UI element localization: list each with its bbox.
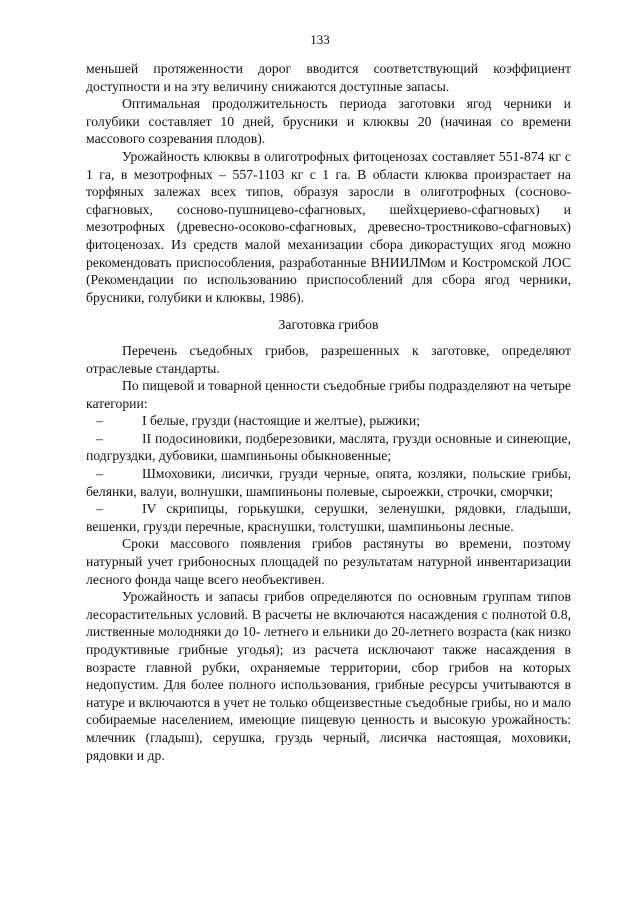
paragraph-mushroom-categories-intro: По пищевой и товарной ценности съедобные грибы подразделяют на четыре категории: bbox=[86, 378, 571, 411]
paragraph-mushroom-yield: Урожайность и запасы грибов определяются по основным группам типов лесорастительных условий. В расчеты не включаются насаждения с полнотой 0.8, лиственные молодняки до 10- летнего и ельники до 20-летнего возраста (как низко продуктивные грибные угодья); из расчета исключают также насаждения в возрасте главной рубки, охраняемые территории, сбор грибов на которых недопустим. Для более полного использования, грибные ресурсы учитываются в натуре и включаются в учет не только общеизвестные съедобные грибы, но и мало собираемые населением, имеющие пищевую ценность и высокую урожайность: млечник (гладыш), серушка, груздь черный, лисичка настоящая, моховики, рядовки и др. bbox=[86, 589, 571, 763]
list-item-text: I белые, грузди (настоящие и желтые), рыжики; bbox=[142, 413, 421, 429]
page-number: 133 bbox=[310, 32, 330, 47]
page-text bbox=[86, 60, 571, 764]
list-dash: – bbox=[96, 501, 103, 517]
paragraph-continuation: меньшей протяженности дорог вводится соответствующий коэффициент доступности и на эту величину снижаются доступные запасы. bbox=[86, 61, 571, 94]
paragraph-cranberry-yield: Урожайность клюквы в олиготрофных фитоценозах составляет 551-874 кг с 1 га, в мезотрофных – 557-1103 кг с 1 га. В области клюква произрастает на торфяных залежах всех типов, образуя заросли в олиготрофных (сосново-сфагновых, сосново-пушницево-сфагновых, шейхцериево-сфагновых) и мезотрофных (древесно-осоково-сфагновых, древесно-тростниково-сфагновых) фитоценозах. Из средств малой механизации сбора дикорастущих ягод можно рекомендовать приспособления, разработанные ВНИИЛМом и Костромской ЛОС (Рекомендации по использованию приспособлений для сбора ягод черники, брусники, голубики и клюквы, 1986). bbox=[86, 148, 571, 305]
list-dash: – bbox=[96, 413, 103, 429]
list-item bbox=[86, 500, 571, 535]
list-item-text: Шмоховики, лисички, грузди черные, опята, козляки, польские грибы, белянки, валуи, волнушки, шампиньоны полевые, сыроежки, строчки, сморчки; bbox=[86, 466, 571, 499]
section-heading: Заготовка грибов bbox=[278, 317, 379, 333]
list-item bbox=[86, 412, 571, 430]
list-item-text: II подосиновики, подберезовики, маслята, грузди основные и синеющие, подгруздки, дубовики, шампиньоны обыкновенные; bbox=[86, 430, 571, 464]
paragraph-harvest-period: Оптимальная продолжительность периода заготовки ягод черники и голубики составляет 10 дней, брусники и клюквы 20 (начиная со времени массового созревания плодов). bbox=[86, 96, 571, 147]
list-dash: – bbox=[96, 466, 103, 482]
list-item bbox=[86, 465, 571, 500]
list-dash: – bbox=[96, 430, 103, 446]
paragraph-mushroom-timing: Сроки массового появления грибов растянуты во времени, поэтому натурный учет грибоносных площадей по результатам натурной инвентаризации лесного фонда чаще всего необъективен. bbox=[86, 536, 571, 587]
list-item bbox=[86, 430, 571, 465]
list-item-text: IV скрипицы, горькушки, серушки, зеленушки, рядовки, гладыши, вешенки, грузди перечные, краснушки, толстушки, шампиньоны лесные. bbox=[86, 501, 571, 534]
paragraph-mushroom-standards: Перечень съедобных грибов, разрешенных к заготовке, определяют отраслевые стандарты. bbox=[86, 342, 571, 376]
